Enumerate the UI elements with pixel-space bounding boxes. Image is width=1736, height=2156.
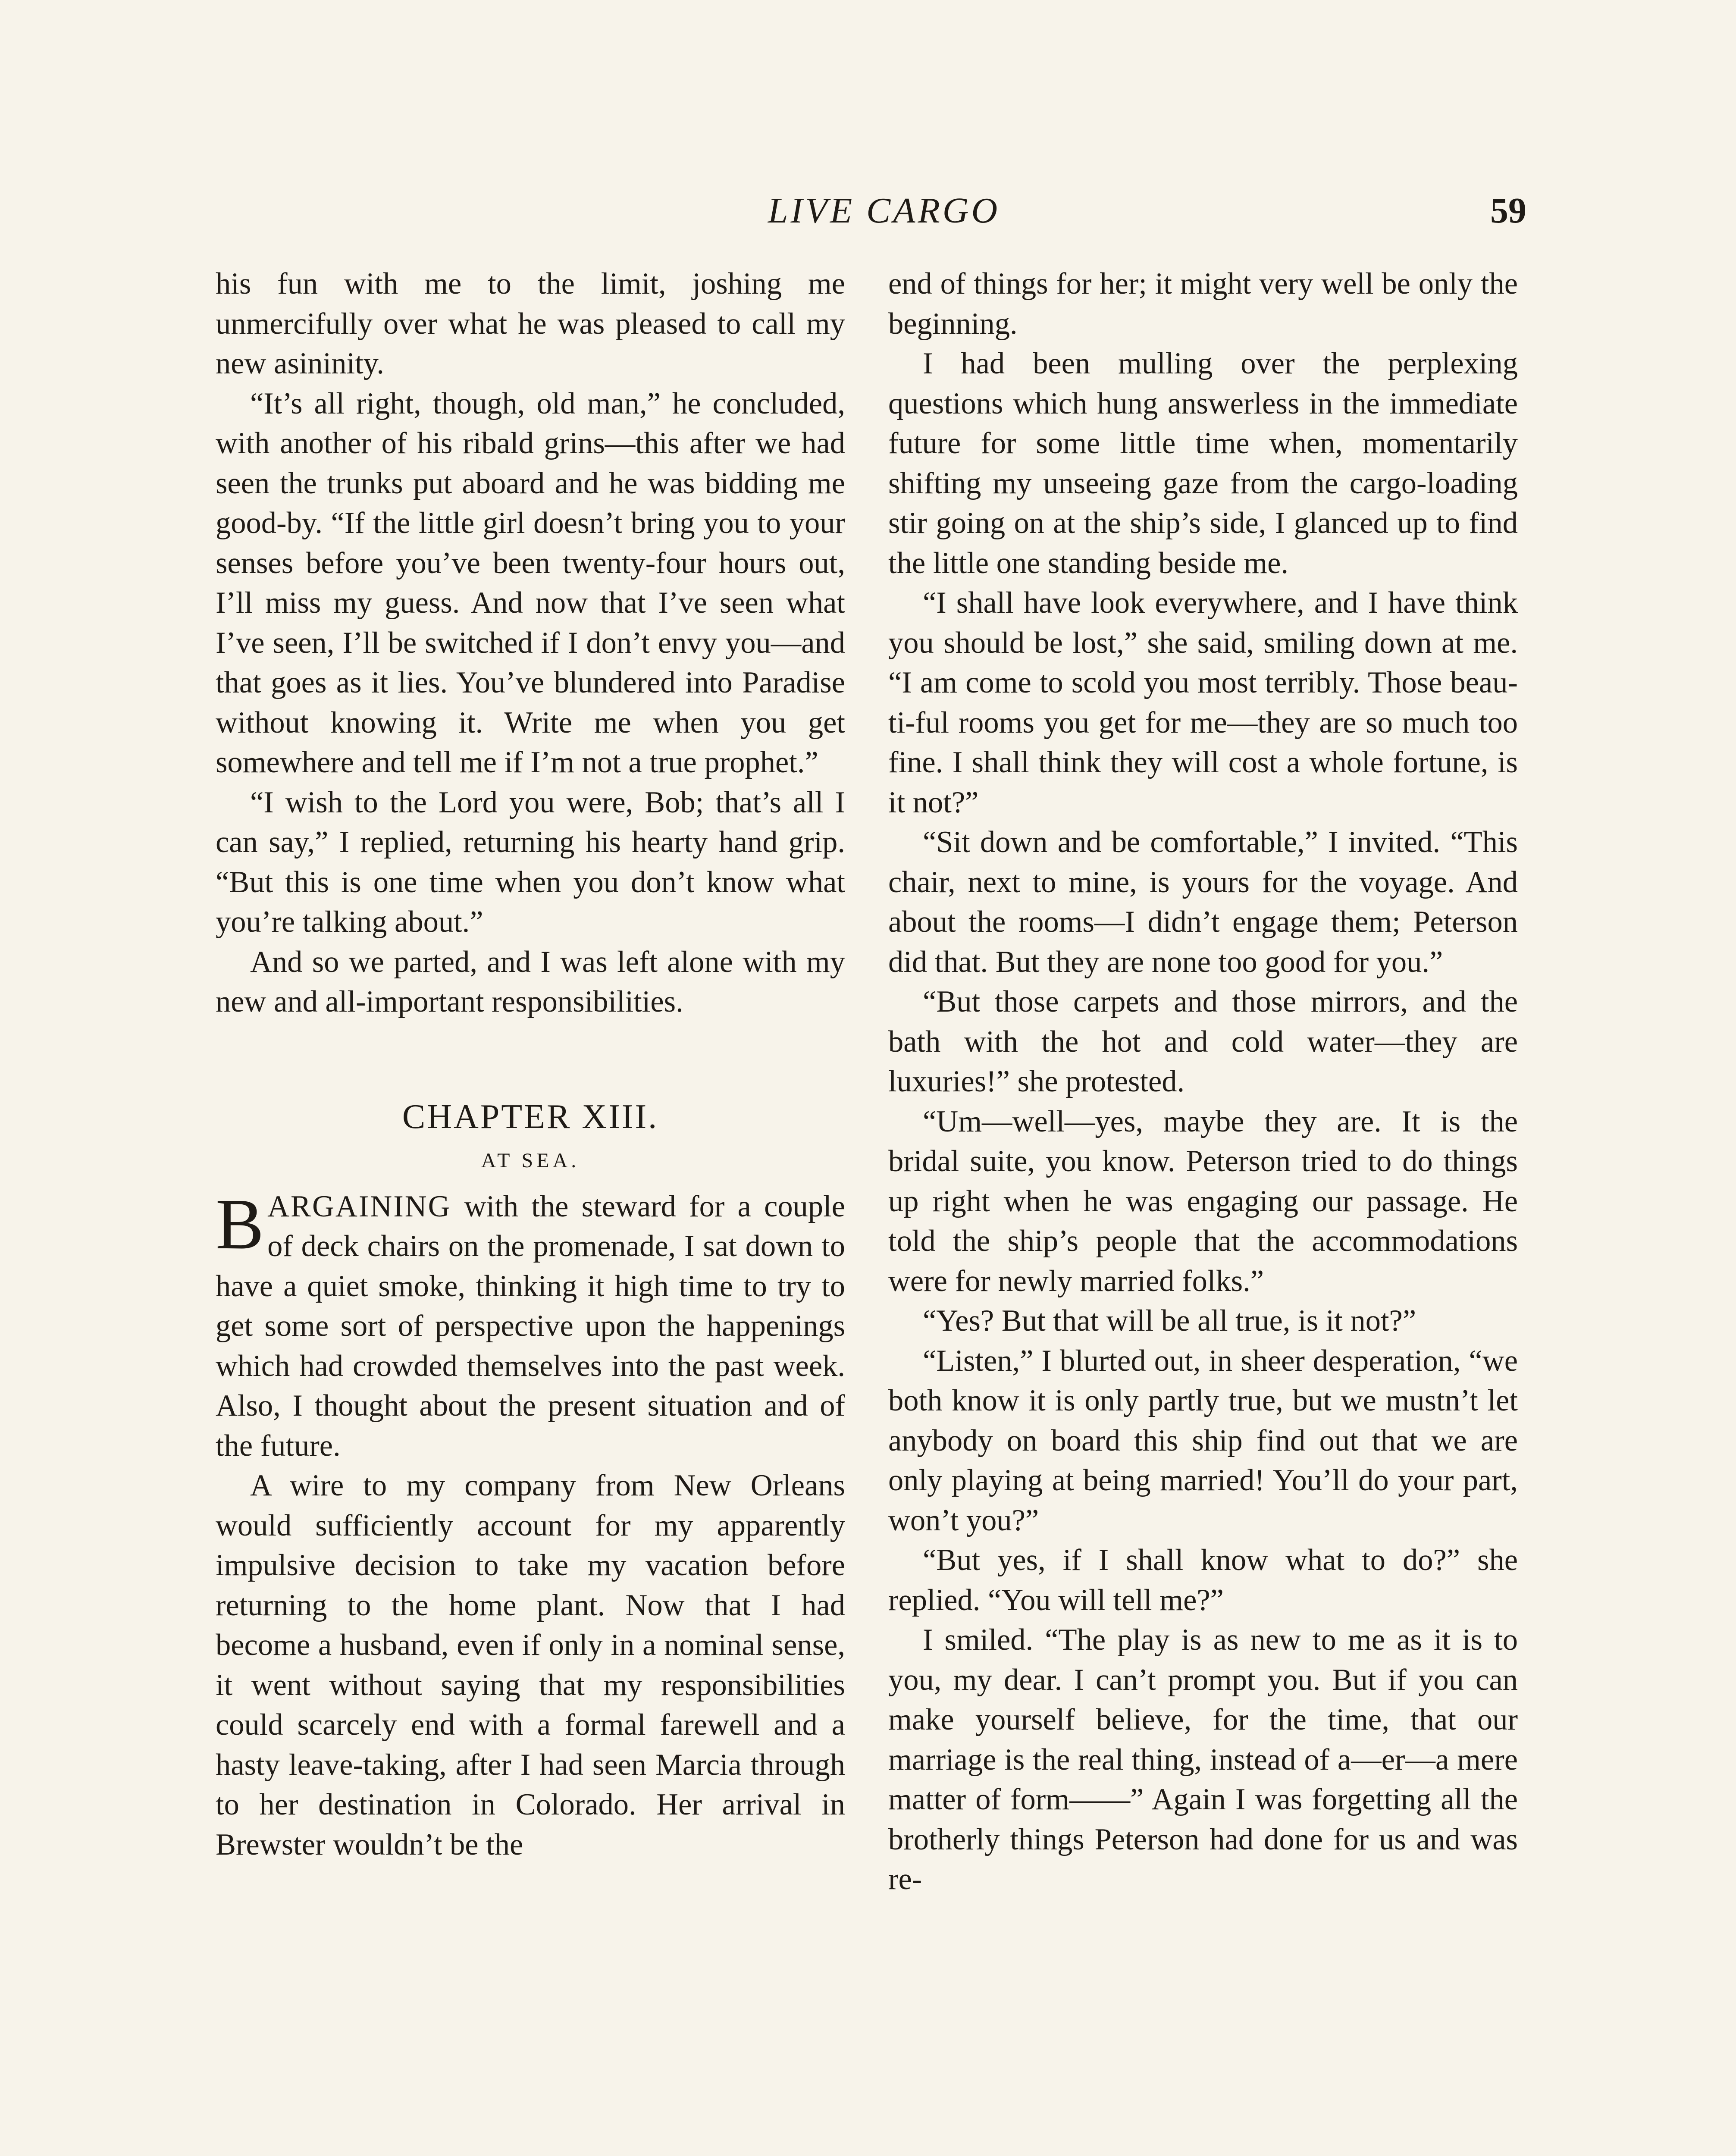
chapter-title: CHAPTER XIII. <box>402 1097 659 1136</box>
opening-paragraph-text: with the steward for a couple of deck chairs on the promenade, I sat down to have a quiet smoke, thinking it high time to try to get some sort of perspective upon the happenings which had crowded themselves into the past week. Also, I thought about the present situation and of the future. <box>216 1189 845 1463</box>
page-number: 59 <box>1490 191 1526 231</box>
paragraph: “Yes? But that will be all true, is it not?” <box>923 1304 1416 1338</box>
opening-word: ARGAINING <box>267 1189 451 1223</box>
left-column <box>216 264 845 1865</box>
right-column <box>888 264 1518 1899</box>
paragraph: A wire to my company from New Orleans would sufficiently account for my apparently impulsive decision to take my vacation before returning to the home plant. Now that I had become a husband, even if only in a nominal sense, it went without saying that my responsibilities could scarcely end with a formal farewell and a hasty leave-taking, after I had seen Marcia through to her destination in Colorado. Her arrival in Brewster wouldn’t be the <box>216 1469 845 1861</box>
paragraph: “Sit down and be comfortable,” I invited. “This chair, next to mine, is yours for the voyage. And about the rooms—I didn’t engage them; Peterson did that. But they are none too good for you.” <box>888 825 1518 979</box>
paragraph: I had been mulling over the perplexing questions which hung answerless in the immediate future for some little time when, momentarily shifting my unseeing gaze from the cargo-loading stir going on at the ship’s side, I glanced up to find the little one standing beside me. <box>888 347 1518 580</box>
paragraph: “But yes, if I shall know what to do?” she replied. “You will tell me?” <box>888 1543 1518 1617</box>
paragraph: “I wish to the Lord you were, Bob; that’s all I can say,” I replied, returning his hearty hand grip. “But this is one time when you don’t know what you’re talking about.” <box>216 785 845 939</box>
paragraph: his fun with me to the limit, joshing me unmercifully over what he was pleased to call my new asininity. <box>216 267 845 380</box>
paragraph: end of things for her; it might very well be only the beginning. <box>888 267 1518 341</box>
chapter-opening-paragraph <box>216 1184 845 1466</box>
paragraph: “Um—well—yes, maybe they are. It is the bridal suite, you know. Peterson tried to do things up right when he was engaging our passage. He told the ship’s people that the accommodations were for newly married folks.” <box>888 1104 1518 1298</box>
running-header-title: LIVE CARGO <box>768 191 1000 231</box>
chapter-subtitle: AT SEA. <box>481 1149 580 1172</box>
paragraph: “I shall have look everywhere, and I have think you should be lost,” she said, smiling down at me. “I am come to scold you most terribly. Those beau-ti-ful rooms you get for me—they are so much too fine. I shall think they will cost a whole fortune, is it not?” <box>888 586 1518 819</box>
paragraph: “It’s all right, though, old man,” he concluded, with another of his ribald grins—this after we had seen the trunks put aboard and he was bidding me good-by. “If the little girl doesn’t bring you to your senses before you’ve been twenty-four hours out, I’ll miss my guess. And now that I’ve seen what I’ve seen, I’ll be switched if I don’t envy you—and that goes as it lies. You’ve blundered into Paradise without knowing it. Write me when you get somewhere and tell me if I’m not a true prophet.” <box>216 386 845 779</box>
drop-cap: B <box>216 1184 264 1264</box>
paragraph: “Listen,” I blurted out, in sheer desperation, “we both know it is only partly true, but we mustn’t let anybody on board this ship find out that we are only playing at being married! You’ll do your part, won’t you?” <box>888 1344 1518 1537</box>
paragraph: And so we parted, and I was left alone with my new and all-important responsibilities. <box>216 945 845 1018</box>
paragraph: “But those carpets and those mirrors, and the bath with the hot and cold water—they are luxuries!” she protested. <box>888 985 1518 1098</box>
paragraph: I smiled. “The play is as new to me as it is to you, my dear. I can’t prompt you. But if you can make yourself believe, for the time, that our marriage is the real thing, instead of a—er—a mere matter of form——” Again I was forgetting all the brotherly things Peterson had done for us and was re- <box>888 1623 1518 1896</box>
